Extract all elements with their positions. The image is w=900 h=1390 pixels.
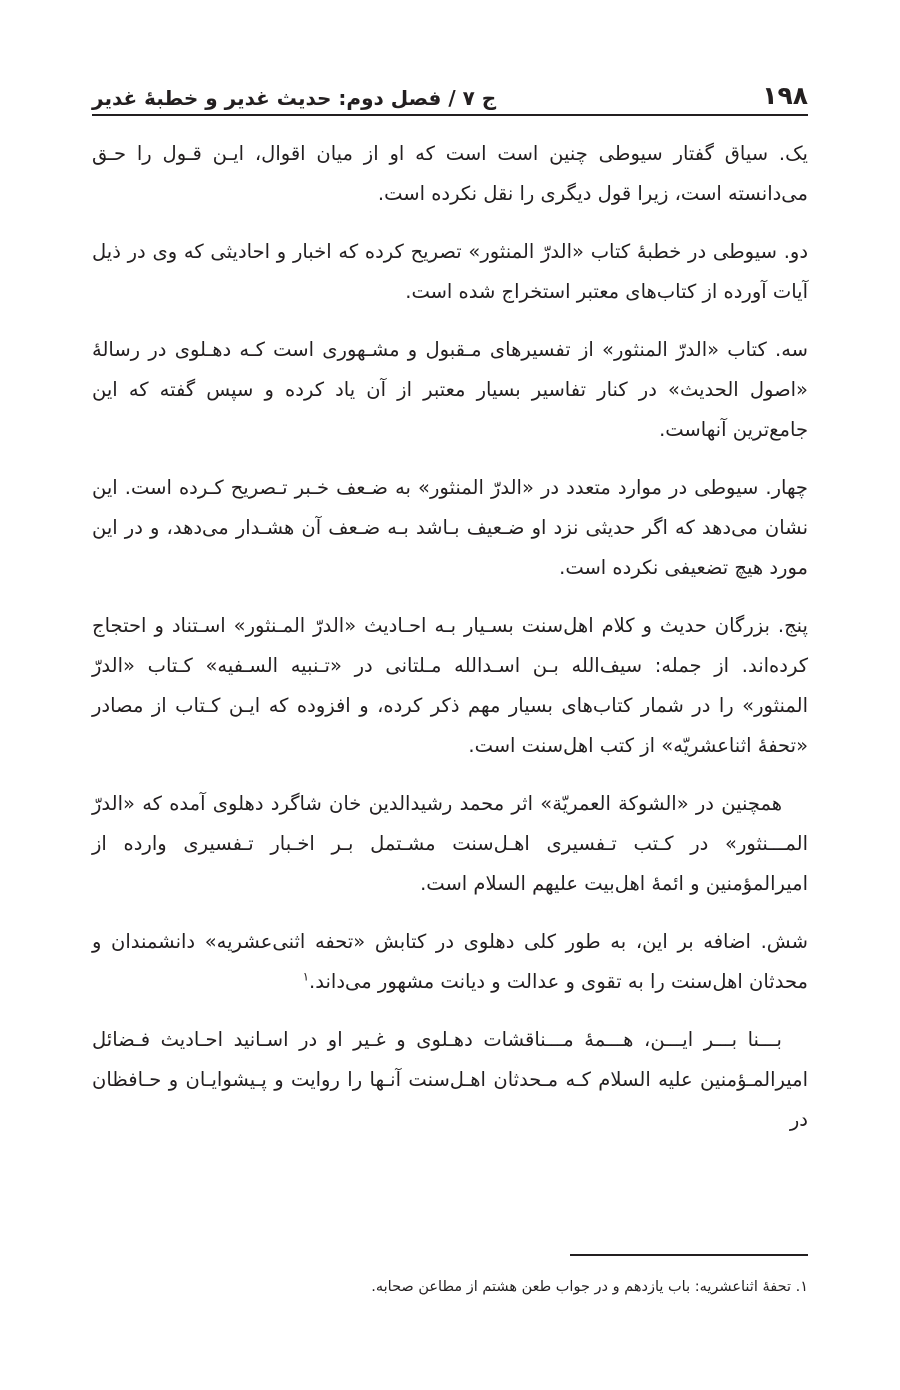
paragraph-7 xyxy=(92,922,808,1002)
footnote-divider xyxy=(570,1254,808,1256)
running-head: ج ۷ / فصل دوم: حدیث غدیر و خطبهٔ غدیر xyxy=(92,86,497,110)
paragraph-2: دو. سیوطی در خطبهٔ کتاب «الدرّ المنثور» تصریح کرده که اخبار و احادیثی که وی در ذیل آیات آورده از کتاب‌های معتبر استخراج شده است. xyxy=(92,240,808,303)
paragraph-4: چهار. سیوطی در موارد متعدد در «الدرّ المنثور» به ضـعف خـبر تـصریح کـرده است. این نشان می‌دهد که اگر حدیثی نزد او ضـعیف بـاشد بـه ضـعف آن هشـدار می‌دهد، و در این مورد هیچ تضعیفی نکرده است. xyxy=(92,476,808,579)
main-text xyxy=(92,134,808,1158)
footnote: ۱. تحفهٔ اثناعشریه: باب یازدهم و در جواب طعن هشتم از مطاعن صحابه. xyxy=(371,1279,808,1295)
page-number: ۱۹۸ xyxy=(762,81,808,110)
paragraph-7-text: شش. اضافه بر این، به طور کلی دهلوی در کتابش «تحفه اثنی‌عشریه» دانشمندان و محدثان اهل‌سنت را به تقوی و عدالت و دیانت مشهور می‌داند. xyxy=(92,930,808,993)
paragraph-8: بـــنا بـــر ایـــن، هـــمهٔ مـــناقشات دهـلوی و غـیر او در اسـانید احـادیث فـضائل امیرالمـؤمنین علیه السلام کـه مـحدثان اهـل‌سنت آنـها را روایت و پـیشوایـان و حـافظان در xyxy=(92,1028,808,1131)
page-header xyxy=(92,62,808,116)
footnote-reference[interactable]: ۱ xyxy=(302,969,310,984)
paragraph-6: همچنین در «الشوکة العمریّة» اثر محمد رشیدالدین خان شاگرد دهلوی آمده که «الدرّ المـــنثور» در کـتب تـفسیری اهـل‌سنت مشـتمل بـر اخـبار تـفسیری وارده از امیرالمؤمنین و ائمهٔ اهل‌بیت علیهم السلام است. xyxy=(92,792,808,895)
paragraph-1: یک. سیاق گفتار سیوطی چنین است است که او از میان اقوال، ایـن قـول را حـق می‌دانسته است، زیرا قول دیگری را نقل نکرده است. xyxy=(92,142,808,205)
paragraph-3: سه. کتاب «الدرّ المنثور» از تفسیرهای مـقبول و مشـهوری است کـه دهـلوی در رسالهٔ «اصول الحدیث» در کنار تفاسیر بسیار معتبر از آن یاد کرده و سپس گفته که این جامع‌ترین آنهاست. xyxy=(92,338,808,441)
paragraph-5: پنج. بزرگان حدیث و کلام اهل‌سنت بسـیار بـه احـادیث «الدرّ المـنثور» اسـتناد و احتجاج کرده‌اند. از جمله: سیف‌الله بـن اسـدالله مـلتانی در «تـنبیه السـفیه» کـتاب «الدرّ المنثور» را در شمار کتاب‌های بسیار مهم ذکر کرده، و افزوده که ایـن کـتاب از مصادر «تحفهٔ اثناعشریّه» از کتب اهل‌سنت است. xyxy=(92,614,808,757)
